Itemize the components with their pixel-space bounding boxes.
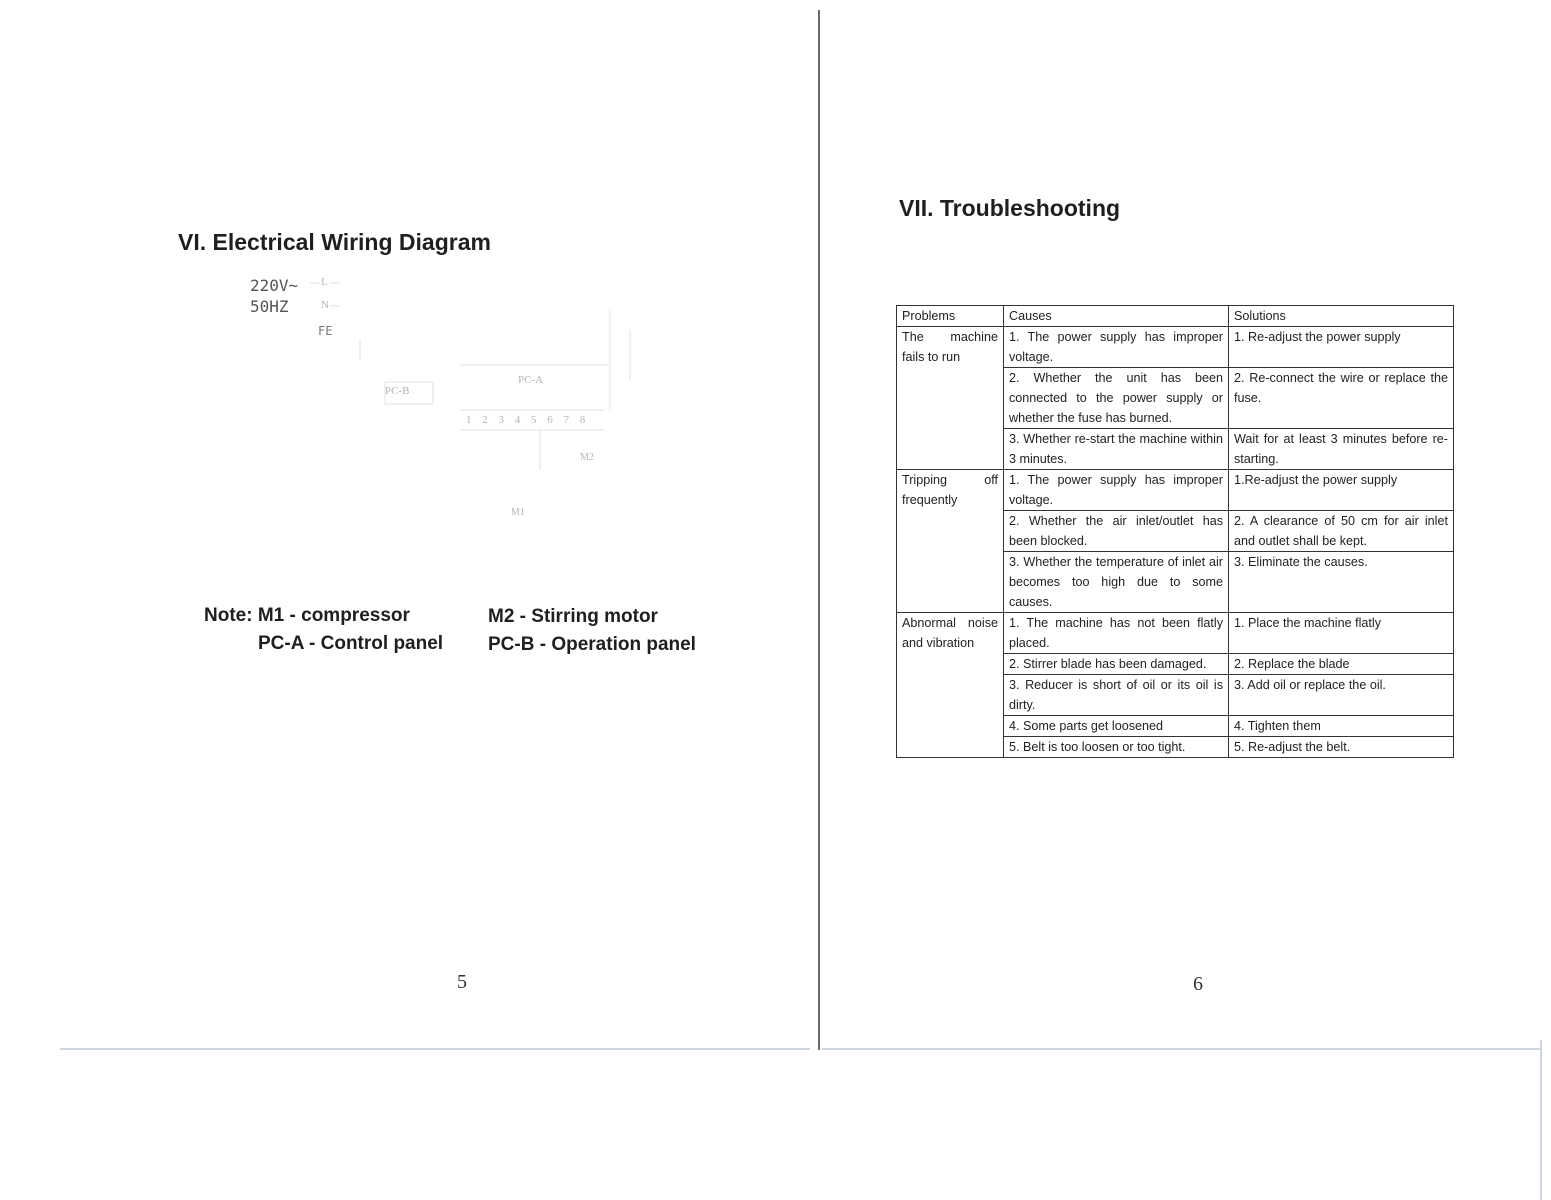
solution-cell: 3. Eliminate the causes. — [1229, 552, 1454, 613]
header-causes: Causes — [1004, 306, 1229, 327]
problem-cell: Abnormal noise and vibration — [897, 613, 1004, 758]
note-pcb: PC-B - Operation panel — [488, 634, 696, 655]
solution-cell: 1.Re-adjust the power supply — [1229, 470, 1454, 511]
table-row — [897, 327, 1454, 368]
page-number-right: 6 — [1193, 973, 1203, 995]
cause-cell: 2. Whether the unit has been connected to the power supply or whether the fuse has burned. — [1004, 368, 1229, 429]
solution-cell: 5. Re-adjust the belt. — [1229, 737, 1454, 758]
terminal-fe-label: FE — [318, 324, 333, 338]
cause-cell: 1. The power supply has improper voltage. — [1004, 327, 1229, 368]
cause-cell: 5. Belt is too loosen or too tight. — [1004, 737, 1229, 758]
page-bottom-edge-left — [60, 1048, 810, 1050]
table-row — [897, 613, 1454, 654]
solution-cell: 2. A clearance of 50 cm for air inlet and outlet shall be kept. — [1229, 511, 1454, 552]
page-bottom-edge-right — [822, 1048, 1540, 1050]
header-problems: Problems — [897, 306, 1004, 327]
cause-cell: 3. Whether re-start the machine within 3 minutes. — [1004, 429, 1229, 470]
problem-cell: The machine fails to run — [897, 327, 1004, 470]
solution-cell: 1. Re-adjust the power supply — [1229, 327, 1454, 368]
note-m1-text: M1 - compressor — [257, 605, 410, 626]
problem-cell: Tripping off frequently — [897, 470, 1004, 613]
note-m1 — [204, 605, 410, 627]
solution-cell: Wait for at least 3 minutes before re-starting. — [1229, 429, 1454, 470]
cause-cell: 1. The power supply has improper voltage. — [1004, 470, 1229, 511]
solution-cell: 3. Add oil or replace the oil. — [1229, 675, 1454, 716]
cause-cell: 3. Whether the temperature of inlet air becomes too high due to some causes. — [1004, 552, 1229, 613]
book-spine — [818, 10, 820, 1050]
board-pca-label: PC-A — [518, 374, 544, 386]
cause-cell: 2. Stirrer blade has been damaged. — [1004, 654, 1229, 675]
cause-cell: 2. Whether the air inlet/outlet has been blocked. — [1004, 511, 1229, 552]
cause-cell: 1. The machine has not been flatly placed. — [1004, 613, 1229, 654]
supply-frequency-label: 50HZ — [250, 297, 289, 316]
solution-cell: 1. Place the machine flatly — [1229, 613, 1454, 654]
header-solutions: Solutions — [1229, 306, 1454, 327]
solution-cell: 2. Re-connect the wire or replace the fuse. — [1229, 368, 1454, 429]
page-right-edge — [1540, 1040, 1542, 1200]
board-pcb-label: PC-B — [385, 385, 410, 397]
note-prefix: Note: — [204, 605, 253, 626]
cause-cell: 4. Some parts get loosened — [1004, 716, 1229, 737]
solution-cell: 4. Tighten them — [1229, 716, 1454, 737]
troubleshooting-table — [896, 305, 1454, 758]
terminal-l-label: L — [321, 276, 328, 288]
table-header-row — [897, 306, 1454, 327]
page-number-left: 5 — [457, 971, 467, 993]
wiring-lines — [300, 270, 660, 530]
cause-cell: 3. Reducer is short of oil or its oil is dirty. — [1004, 675, 1229, 716]
terminal-n-label: N — [321, 299, 329, 311]
terminal-strip-label: 1 2 3 4 5 6 7 8 — [466, 414, 590, 426]
note-pca: PC-A - Control panel — [258, 633, 444, 654]
wiring-diagram-heading: VI. Electrical Wiring Diagram — [178, 229, 491, 255]
motor-m2-label: M2 — [580, 452, 594, 463]
motor-m1-label: M1 — [511, 507, 525, 518]
troubleshooting-heading: VII. Troubleshooting — [899, 195, 1121, 221]
supply-voltage-label: 220V~ — [250, 276, 299, 295]
note-m2: M2 - Stirring motor — [488, 606, 658, 627]
table-row — [897, 470, 1454, 511]
solution-cell: 2. Replace the blade — [1229, 654, 1454, 675]
